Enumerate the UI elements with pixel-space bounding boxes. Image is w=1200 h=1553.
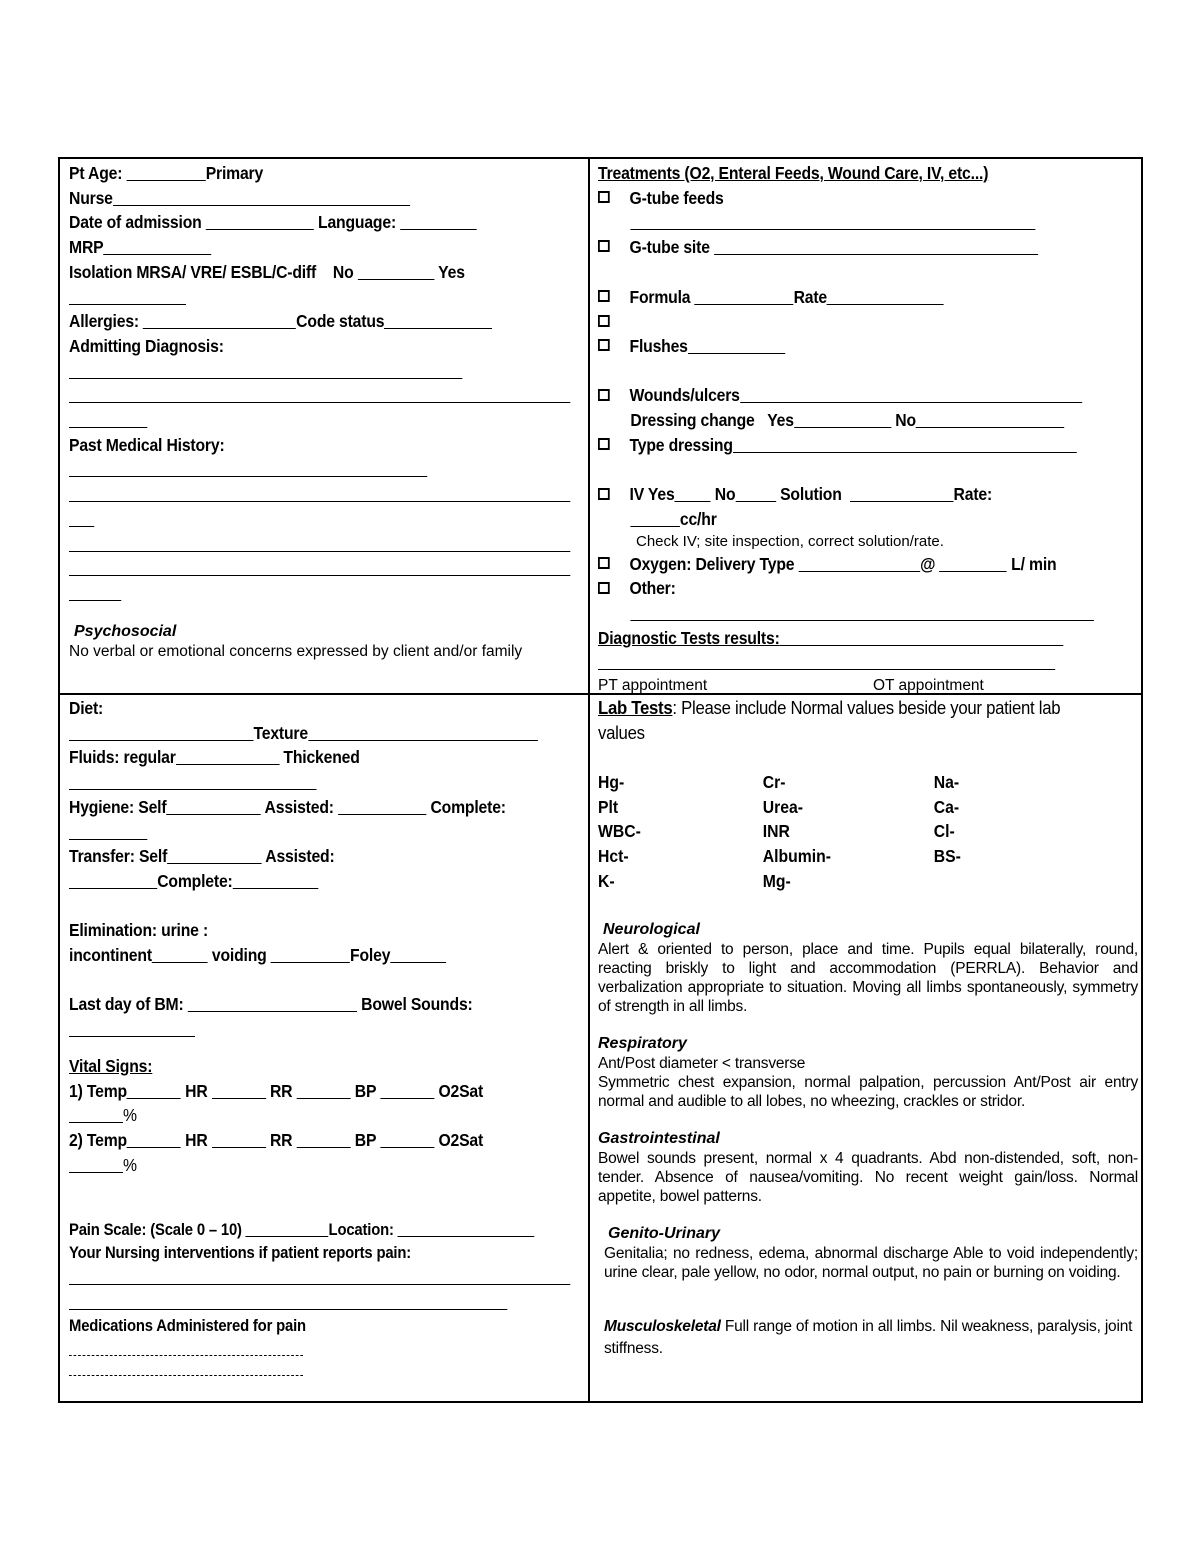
interventions-line-1[interactable] <box>69 1283 570 1285</box>
pmh-line-5[interactable] <box>69 574 570 576</box>
texture-label: Texture <box>253 722 308 743</box>
dressing-yes-label: Yes <box>767 410 794 431</box>
checkbox-gtube-feeds[interactable] <box>598 191 610 203</box>
oxygen-rate-field[interactable] <box>939 570 1007 572</box>
lab-tests-instruction: : Please include Normal values beside your patient lab values <box>598 698 1061 743</box>
neurological-text: Alert & oriented to person, place and time. Pupils equal bilaterally, round, reacting briskly to light and accommodation (PERRLA). Behavior and verbalization appropriate to situation. Moving all limbs spontaneously, symmetry of strength in all limbs. <box>598 940 1138 1015</box>
pain-location-label: Location: <box>328 1221 394 1240</box>
primary-label: Primary <box>205 163 264 183</box>
formula-rate-label: Rate <box>793 286 828 307</box>
isolation-label: Isolation MRSA/ VRE/ ESBL/C-diff <box>69 261 317 282</box>
dressing-no-field[interactable] <box>916 426 1065 428</box>
isolation-no-label: No <box>332 261 354 282</box>
pmh-line-4[interactable] <box>69 550 570 552</box>
vitals-1-rr-field[interactable] <box>297 1097 351 1099</box>
checkbox-iv[interactable] <box>598 488 610 500</box>
flushes-field[interactable] <box>688 352 785 354</box>
allergies-label: Allergies: <box>69 311 139 332</box>
vitals-1-rr-label: RR <box>269 1080 293 1101</box>
checkbox-formula[interactable] <box>598 290 610 302</box>
pmh-label: Past Medical History: <box>69 434 225 455</box>
hygiene-complete-label: Complete: <box>430 796 506 817</box>
pmh-line-3[interactable] <box>69 525 94 527</box>
voiding-label: voiding <box>211 945 267 966</box>
meds-line-1[interactable] <box>69 1354 303 1356</box>
language-field[interactable] <box>400 228 477 230</box>
admission-field[interactable] <box>206 228 314 230</box>
code-status-field[interactable] <box>384 327 492 329</box>
mrp-field[interactable] <box>103 253 211 255</box>
code-status-label: Code status <box>296 311 385 332</box>
lab-hg: Hg- <box>598 772 625 792</box>
incontinent-field[interactable] <box>152 961 208 963</box>
iv-rate-field[interactable] <box>630 525 680 527</box>
nurse-label: Nurse <box>69 187 113 208</box>
interventions-line-2[interactable] <box>69 1308 507 1310</box>
gtube-site-label: G-tube site <box>629 237 710 258</box>
lab-cr: Cr- <box>762 772 786 792</box>
checkbox-blank[interactable] <box>598 315 610 327</box>
diagnostic-tests-line-2[interactable] <box>598 668 1055 670</box>
lab-bs: BS- <box>933 846 961 867</box>
checkbox-type-dressing[interactable] <box>598 438 610 450</box>
gtube-feeds-label: G-tube feeds <box>629 187 724 208</box>
allergies-field[interactable] <box>143 327 296 329</box>
mrp-label: MRP <box>69 237 104 258</box>
treatments-section <box>598 161 1138 695</box>
respiratory-header: Respiratory <box>598 1034 687 1052</box>
psychosocial-header: Psychosocial <box>74 622 177 640</box>
language-label: Language: <box>318 212 397 233</box>
nurse-field[interactable] <box>113 204 410 206</box>
check-iv-note: Check IV; site inspection, correct solution/rate. <box>636 532 944 550</box>
diet-field[interactable] <box>69 739 254 741</box>
lab-albumin: Albumin- <box>762 846 831 867</box>
fluids-field[interactable] <box>176 763 280 765</box>
checkbox-other[interactable] <box>598 582 610 594</box>
pain-interventions-label: Your Nursing interventions if patient reports pain: <box>69 1244 412 1263</box>
vitals-1-temp-field[interactable] <box>127 1097 181 1099</box>
pmh-line-6[interactable] <box>69 599 121 601</box>
gtube-site-field[interactable] <box>714 253 1038 255</box>
ot-appointment-label: OT appointment <box>873 677 984 695</box>
genitourinary-text: Genitalia; no redness, edema, abnormal discharge Able to void independently; urine clear, pale yellow, no odor, normal output, no pain or burning on voiding. <box>604 1244 1138 1281</box>
vitals-1-temp-label: 1) Temp <box>69 1080 127 1101</box>
checkbox-oxygen[interactable] <box>598 557 610 569</box>
vitals-2-temp-label: 2) Temp <box>69 1129 127 1150</box>
lab-mg: Mg- <box>762 870 791 891</box>
vitals-2-bp-label: BP <box>354 1129 377 1150</box>
elimination-label: Elimination: urine : <box>69 920 209 941</box>
respiratory-text-1: Ant/Post diameter < transverse <box>598 1054 806 1072</box>
vitals-1-pct: % <box>123 1105 137 1126</box>
checkbox-flushes[interactable] <box>598 339 610 351</box>
checkbox-wounds[interactable] <box>598 389 610 401</box>
lab-hct: Hct- <box>598 846 629 867</box>
bowel-sounds-field[interactable] <box>69 1035 195 1037</box>
solution-field[interactable] <box>850 500 954 502</box>
wounds-field[interactable] <box>740 401 1082 403</box>
incontinent-label: incontinent <box>69 945 152 966</box>
vitals-2-rr-label: RR <box>269 1129 293 1150</box>
formula-label: Formula <box>629 286 691 307</box>
diagnostic-tests-field[interactable] <box>780 644 1063 646</box>
meds-line-2[interactable] <box>69 1374 303 1376</box>
lab-tests-header: Lab Tests <box>598 698 673 718</box>
vitals-2-pct: % <box>123 1154 137 1175</box>
respiratory-text-2: Symmetric chest expansion, normal palpation, percussion Ant/Post air entry normal and audible to all lobes, no wheezing, crackles or stridor. <box>598 1073 1138 1110</box>
pmh-line-1[interactable] <box>69 475 427 477</box>
iv-rate-label: Rate: <box>953 484 993 505</box>
lab-k: K- <box>598 870 615 891</box>
admitting-dx-line-1[interactable] <box>69 377 462 379</box>
pain-location-field[interactable] <box>398 1235 535 1237</box>
vitals-2-rr-field[interactable] <box>297 1146 351 1148</box>
lab-plt: Plt <box>598 796 619 817</box>
lab-and-assessment-section <box>598 696 1138 1396</box>
thickened-label: Thickened <box>283 747 360 768</box>
pt-appointment-label: PT appointment <box>598 677 708 695</box>
vitals-1-hr-label: HR <box>185 1080 208 1101</box>
dressing-no-label: No <box>895 410 916 431</box>
vitals-2-o2sat-label: O2Sat <box>438 1129 484 1150</box>
iv-no-label: No <box>714 484 736 505</box>
checkbox-gtube-site[interactable] <box>598 240 610 252</box>
age-label: Pt Age: <box>69 163 123 183</box>
type-dressing-label: Type dressing <box>629 434 733 455</box>
type-dressing-field[interactable] <box>733 451 1077 453</box>
admitting-dx-line-2[interactable] <box>69 401 570 403</box>
oxygen-lmin-label: L/ min <box>1011 553 1057 574</box>
admission-label: Date of admission <box>69 212 202 233</box>
lab-col-3 <box>934 770 961 894</box>
lab-col-2 <box>763 770 934 894</box>
pmh-line-2[interactable] <box>69 500 570 502</box>
foley-label: Foley <box>350 945 391 966</box>
wounds-label: Wounds/ulcers <box>629 385 740 406</box>
flushes-label: Flushes <box>629 335 688 356</box>
diagnostic-tests-label: Diagnostic Tests results: <box>598 627 780 648</box>
pain-meds-label: Medications Administered for pain <box>69 1316 306 1335</box>
vitals-2-hr-label: HR <box>185 1129 208 1150</box>
lab-col-1 <box>598 770 763 894</box>
thickened-field[interactable] <box>69 788 317 790</box>
oxygen-at-label: @ <box>920 553 936 574</box>
vital-signs-header: Vital Signs: <box>69 1055 153 1076</box>
neurological-header: Neurological <box>603 920 700 938</box>
genitourinary-header: Genito-Urinary <box>608 1224 721 1242</box>
assessment-form-grid <box>58 157 1143 1403</box>
admitting-dx-line-3[interactable] <box>69 426 147 428</box>
lab-cl: Cl- <box>933 821 955 842</box>
musculoskeletal-text: Full range of motion in all limbs. Nil weakness, paralysis, joint stiffness. <box>604 1317 1133 1357</box>
age-field[interactable] <box>126 179 205 181</box>
iv-no-field[interactable] <box>735 500 776 502</box>
isolation-yes-field[interactable] <box>69 303 186 305</box>
formula-field[interactable] <box>695 303 794 305</box>
other-label: Other: <box>629 578 676 599</box>
iv-yes-label: IV Yes <box>629 484 675 505</box>
diet-label: Diet: <box>69 698 104 718</box>
last-bm-field[interactable] <box>188 1010 357 1012</box>
vitals-1-o2sat-field[interactable] <box>69 1121 123 1123</box>
dressing-change-label: Dressing change <box>630 410 755 431</box>
treatments-header: Treatments (O2, Enteral Feeds, Wound Care, IV, etc...) <box>598 163 989 183</box>
vitals-2-bp-field[interactable] <box>380 1146 434 1148</box>
hygiene-assisted-field[interactable] <box>338 813 426 815</box>
patient-info-section <box>69 161 581 691</box>
hygiene-assisted-label: Assisted: <box>264 796 334 817</box>
musculoskeletal-header: Musculoskeletal <box>604 1317 721 1335</box>
lab-inr: INR <box>762 821 790 842</box>
transfer-assisted-field[interactable] <box>69 887 157 889</box>
iv-yes-field[interactable] <box>675 500 711 502</box>
dressing-yes-field[interactable] <box>794 426 891 428</box>
formula-rate-field[interactable] <box>827 303 944 305</box>
vitals-2-o2sat-field[interactable] <box>69 1171 123 1173</box>
gastrointestinal-text: Bowel sounds present, normal x 4 quadrants. Abd non-distended, soft, non-tender. Absence of nausea/vomiting. No recent weight gain/loss. Normal appetite, bowel patterns. <box>598 1149 1138 1205</box>
cchr-label: cc/hr <box>679 508 717 529</box>
oxygen-label: Oxygen: Delivery Type <box>629 553 795 574</box>
column-divider <box>588 159 590 1401</box>
solution-label: Solution <box>780 484 842 505</box>
voiding-field[interactable] <box>271 961 350 963</box>
lab-wbc: WBC- <box>598 821 641 842</box>
hygiene-self-field[interactable] <box>166 813 261 815</box>
pain-scale-field[interactable] <box>246 1235 329 1237</box>
other-field[interactable] <box>630 619 1094 621</box>
psychosocial-text: No verbal or emotional concerns expressed by client and/or family <box>69 642 523 660</box>
vitals-1-hr-field[interactable] <box>212 1097 266 1099</box>
transfer-assisted-label: Assisted: <box>265 846 335 867</box>
pain-scale-label: Pain Scale: (Scale 0 – 10) <box>69 1221 242 1240</box>
hygiene-label: Hygiene: Self <box>69 796 167 817</box>
admitting-diagnosis-label: Admitting Diagnosis: <box>69 335 224 356</box>
vitals-2-temp-field[interactable] <box>127 1146 181 1148</box>
vitals-2-hr-field[interactable] <box>212 1146 266 1148</box>
oxygen-type-field[interactable] <box>799 570 921 572</box>
last-bm-label: Last day of BM: <box>69 994 184 1015</box>
isolation-no-field[interactable] <box>358 278 435 280</box>
lab-na: Na- <box>933 772 960 792</box>
texture-field[interactable] <box>308 739 538 741</box>
gtube-feeds-field[interactable] <box>630 228 1035 230</box>
bowel-sounds-label: Bowel Sounds: <box>361 994 473 1015</box>
transfer-complete-field[interactable] <box>233 887 318 889</box>
lab-urea: Urea- <box>762 796 803 817</box>
isolation-yes-label: Yes <box>438 261 465 282</box>
care-section <box>69 696 581 1396</box>
gastrointestinal-header: Gastrointestinal <box>598 1129 720 1147</box>
vitals-1-o2sat-label: O2Sat <box>438 1080 484 1101</box>
transfer-label: Transfer: Self <box>69 846 168 867</box>
transfer-complete-label: Complete: <box>157 870 233 891</box>
hygiene-complete-field[interactable] <box>69 838 147 840</box>
fluids-label: Fluids: regular <box>69 747 176 768</box>
foley-field[interactable] <box>390 961 446 963</box>
vitals-1-bp-field[interactable] <box>380 1097 434 1099</box>
transfer-self-field[interactable] <box>167 862 262 864</box>
vitals-1-bp-label: BP <box>354 1080 377 1101</box>
lab-ca: Ca- <box>933 796 960 817</box>
